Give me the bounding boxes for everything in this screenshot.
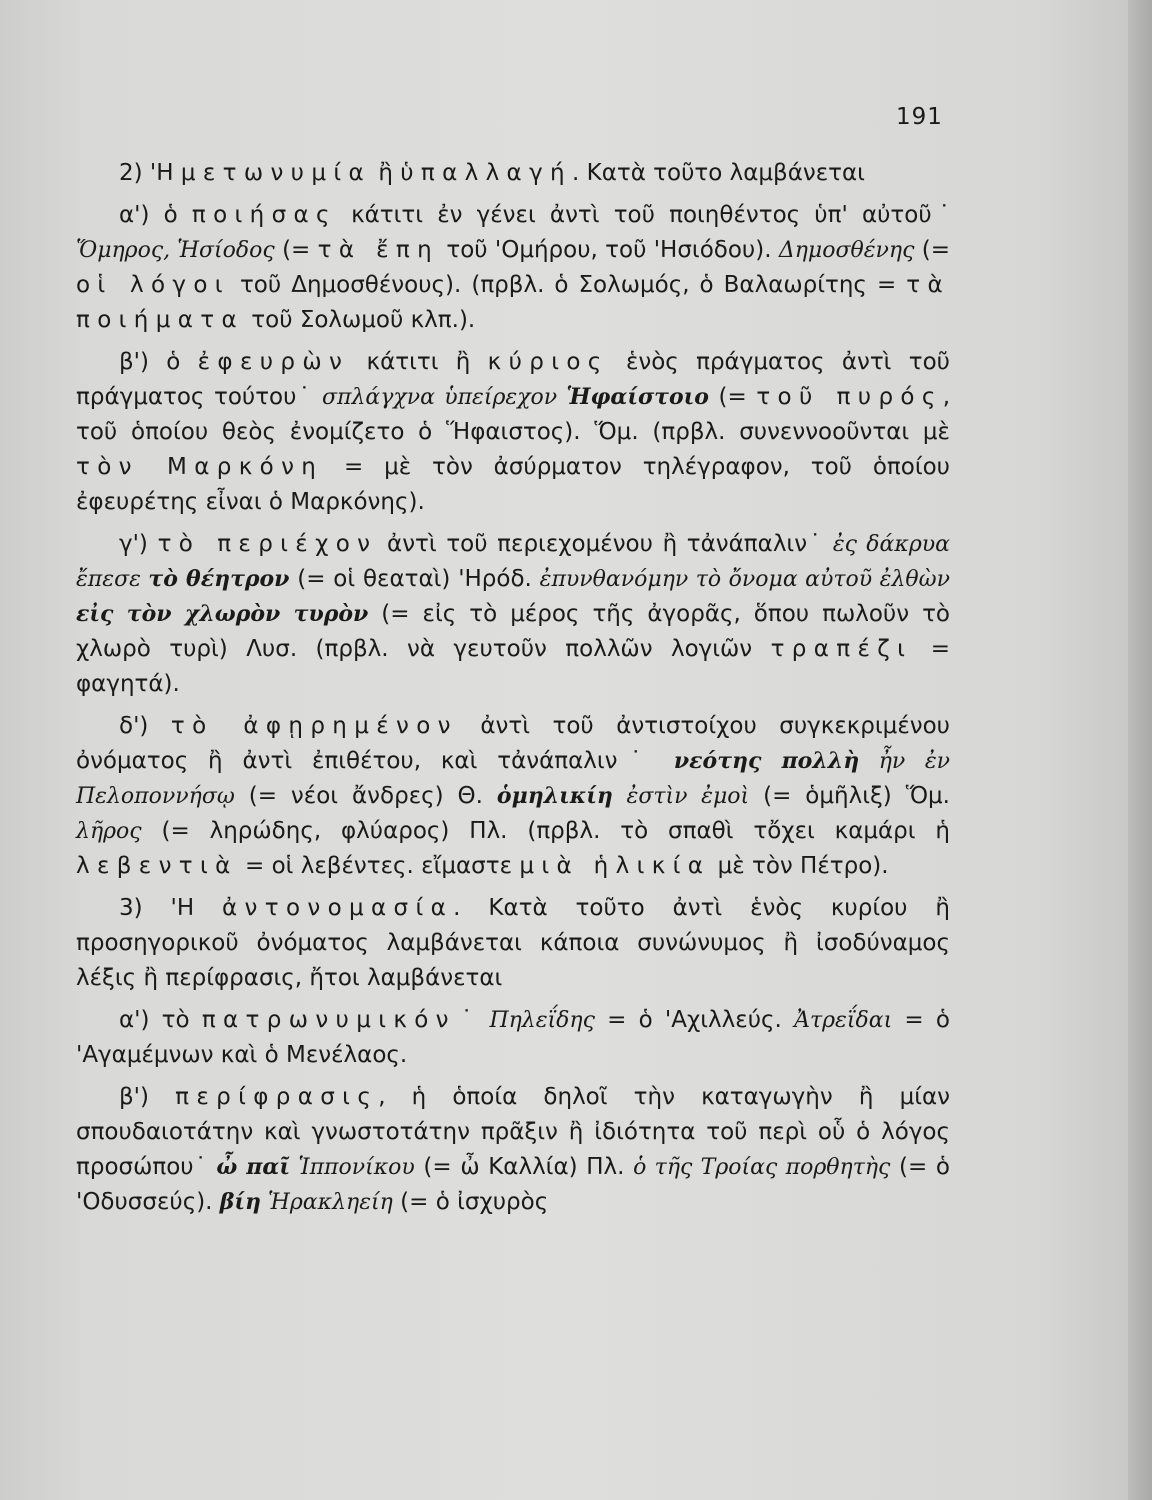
text-run: (= εἰς τὸ μέρος τῆς ἀγορᾶς, ὅπου πωλοῦν τὸ χλωρὸ τυρὶ) Λυσ. (πρβλ. νὰ γευτοῦν πολλῶν λογιῶν [76, 601, 950, 662]
paragraph [76, 345, 950, 520]
emphasized-term: εἰς τὸν χλωρὸν τυρὸν [76, 601, 369, 627]
spaced-term: κύριος [487, 349, 609, 375]
emphasized-term: νεότης πολλὴ [673, 748, 860, 774]
text-run: (= οἱ θεαταὶ) 'Ηρόδ. [289, 566, 540, 592]
spaced-term: τὰ ἔπη [317, 237, 440, 263]
emphasized-term: Ὅμηρος, Ἡσίοδος [76, 238, 275, 263]
text-run: (= [274, 237, 318, 263]
text-run: τοῦ Δημοσθένους). (πρβλ. ὁ Σολωμός, ὁ Βαλαωρίτης = [229, 272, 907, 298]
spaced-term: ἀντονομασία [222, 895, 454, 921]
spaced-term: μετωνυμία [180, 160, 372, 186]
text-run: δ') [119, 713, 171, 739]
emphasized-term: Πηλεΐδης [489, 1008, 595, 1033]
spaced-term: τοῦ πυρός [756, 384, 943, 410]
paragraph [76, 891, 950, 996]
spaced-term: τὰ ποιήματα [76, 272, 950, 333]
text-run: β') ὁ [119, 349, 198, 375]
emphasized-term: Ἀτρεΐδαι [794, 1008, 893, 1033]
text-run: τοῦ Σολωμοῦ κλπ.). [243, 307, 476, 333]
text-run: ˙ [455, 1007, 490, 1033]
text-run: ἀντὶ τοῦ ἀντιστοίχου συγκεκριμένου ὀνόματος ἢ ἀντὶ ἐπιθέτου, καὶ τἀνάπαλιν˙ [76, 713, 950, 774]
text-run: , τοῦ ὁποίου θεὸς ἐνομίζετο ὁ Ἥφαιστος). Ὅμ. (πρβλ. συνεννοοῦνται μὲ [76, 384, 951, 445]
text-run: = ὁ 'Αχιλλεύς. [594, 1007, 795, 1033]
text-run: (= [708, 384, 757, 410]
emphasized-term: Ἡφαίστοιο [566, 384, 709, 410]
spaced-term: οἱ λόγοι [76, 272, 230, 298]
emphasized-term: Ἱππονίκου [290, 1155, 415, 1180]
spaced-term: λεβεντιὰ [76, 853, 238, 879]
emphasized-term: ἐστὶν ἐμοὶ [612, 784, 750, 809]
paragraph [76, 156, 950, 191]
page-edge [1128, 0, 1152, 1500]
text-run: ἢ [371, 160, 401, 186]
spaced-term: τραπέζι [770, 636, 913, 662]
text-run: ἀντὶ τοῦ περιεχομένου ἢ τἀνάπαλιν˙ [377, 531, 833, 557]
emphasized-term: ὁμηλικίη [496, 783, 613, 809]
emphasized-term: Δημοσθένης [778, 238, 915, 263]
text-run: (= νέοι ἄνδρες) Θ. [234, 783, 497, 809]
paragraph [76, 198, 950, 338]
body-text [76, 156, 950, 1227]
emphasized-term: Ἡρακληείη [261, 1190, 393, 1215]
emphasized-term: σπλάγχνα ὑπείρεχον [321, 385, 567, 410]
text-run: = οἱ λεβέντες. εἴμαστε [237, 853, 520, 879]
spaced-term: ποιήσας [191, 202, 337, 228]
text-run: . Κατὰ τοῦτο ἀντὶ ἑνὸς κυρίου ἢ προσηγορικοῦ ὀνόματος λαμβάνεται κάποια συνώνυμος ἢ ἰσοδύναμος λέξις ἢ περίφρασις, ἤτοι λαμβάνεται [76, 895, 950, 991]
text-run: 3) 'Η [119, 895, 223, 921]
text-run: = μὲ τὸν ἀσύρματον τηλέγραφον, τοῦ ὁποίου ἐφευρέτης εἶναι ὁ Μαρκόνης). [76, 454, 950, 515]
emphasized-term: ἦν ἐν Πελοποννήσῳ [76, 749, 950, 809]
spaced-term: ὑπαλλαγή [400, 160, 572, 186]
emphasized-term: λῆρος [76, 819, 142, 844]
spaced-term: τὸν Μαρκόνη [76, 454, 324, 480]
text-run: (= [914, 237, 950, 263]
paragraph [76, 1003, 950, 1073]
text-run: μὲ τὸν Πέτρο). [710, 853, 889, 879]
text-run: γ') [119, 531, 158, 557]
text-run: κάτιτι ἢ [349, 349, 488, 375]
spaced-term: ἐφευρὼν [197, 349, 350, 375]
paragraph [76, 1080, 950, 1220]
paragraph [76, 709, 950, 884]
text-run: κάτιτι ἐν γένει ἀντὶ τοῦ ποιηθέντος ὑπ' αὐτοῦ˙ [336, 202, 950, 228]
emphasized-term: βίη [219, 1189, 262, 1215]
text-run: (= ὁ 'Οδυσσεύς). [76, 1154, 950, 1215]
text-run: = φαγητά). [76, 636, 950, 697]
text-run: τοῦ 'Ομήρου, τοῦ 'Ησιόδου). [439, 237, 779, 263]
text-run: ἑνὸς πράγματος ἀντὶ τοῦ πράγματος τούτου˙ [76, 349, 950, 410]
text-run: = ὁ 'Αγαμέμνων καὶ ὁ Μενέλαος. [76, 1007, 950, 1068]
text-run: (= ληρώδης, φλύαρος) Πλ. (πρβλ. τὸ σπαθὶ τὄχει καμάρι ἡ [141, 818, 950, 844]
text-run: 2) 'Η [119, 160, 181, 186]
spaced-term: περίφρασις [175, 1084, 379, 1110]
text-run: β') [119, 1084, 176, 1110]
emphasized-term: ἐπυνθανόμην τὸ ὄνομα αὐτοῦ ἐλθὼν [539, 567, 950, 592]
text-run: α') τὸ [119, 1007, 202, 1033]
spaced-term: μιὰ ἡλικία [519, 853, 711, 879]
emphasized-term: ὁ τῆς Τροίας πορθητὴς [633, 1155, 891, 1180]
text-run: α') ὁ [119, 202, 192, 228]
spaced-term: πατρωνυμικόν [201, 1007, 456, 1033]
text-run: (= ὦ Καλλία) Πλ. [414, 1154, 634, 1180]
emphasized-term: ὦ παῖ [216, 1154, 290, 1180]
page-number: 191 [896, 104, 943, 130]
spaced-term: τὸ περιέχον [157, 531, 378, 557]
emphasized-term: τὸ θέητρον [148, 566, 290, 592]
paragraph [76, 527, 950, 702]
emphasized-term: ἐς δάκρυα ἔπεσε [76, 532, 951, 592]
text-run: (= ὁμῆλιξ) Ὅμ. [749, 783, 950, 809]
text-run: . Κατὰ τοῦτο λαμβάνεται [572, 160, 865, 186]
spaced-term: τὸ ἀφῃρημένον [170, 713, 458, 739]
text-run: , ἡ ὁποία δηλοῖ τὴν καταγωγὴν ἢ μίαν σπουδαιοτάτην καὶ γνωστοτάτην πρᾶξιν ἢ ἰδιότητα τοῦ περὶ οὗ ὁ λόγος προσώπου˙ [76, 1084, 950, 1180]
text-run: (= ὁ ἰσχυρὸς [392, 1189, 549, 1215]
